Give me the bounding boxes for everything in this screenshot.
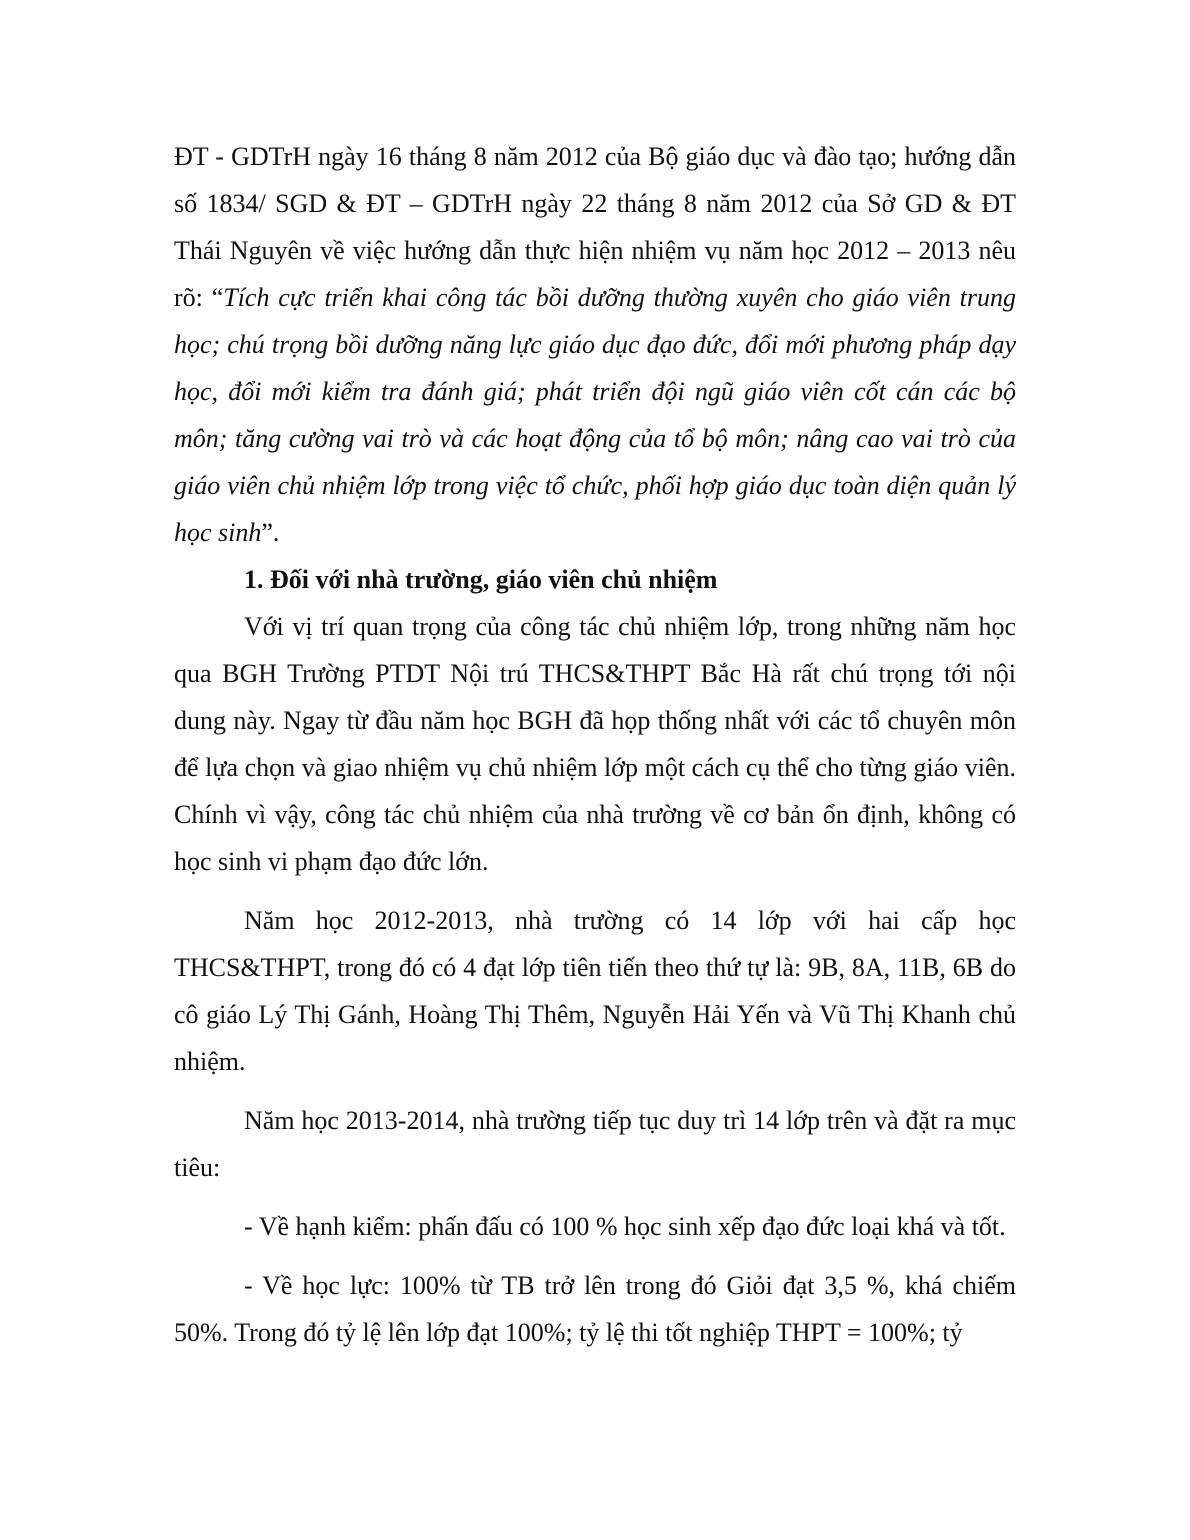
paragraph-academic-goal: - Về học lực: 100% từ TB trở lên trong đó Giỏi đạt 3,5 %, khá chiếm 50%. Trong đó tỷ lệ lên lớp đạt 100%; tỷ lệ thi tốt nghiệp THPT = 100%; tỷ (174, 1271, 1016, 1347)
document-page (174, 133, 1016, 1356)
paragraph-school-role: Với vị trí quan trọng của công tác chủ nhiệm lớp, trong những năm học qua BGH Trường PTDT Nội trú THCS&THPT Bắc Hà rất chú trọng tới nội dung này. Ngay từ đầu năm học BGH đã họp thống nhất với các tổ chuyên môn để lựa chọn và giao nhiệm vụ chủ nhiệm lớp một cách cụ thể cho từng giáo viên. Chính vì vậy, công tác chủ nhiệm của nhà trường về cơ bản ổn định, không có học sinh vi phạm đạo đức lớn. (174, 612, 1016, 876)
paragraph-regulation-tail: ”. (261, 518, 280, 547)
paragraph-year-2012: Năm học 2012-2013, nhà trường có 14 lớp với hai cấp học THCS&THPT, trong đó có 4 đạt lớp tiên tiến theo thứ tự là: 9B, 8A, 11B, 6B do cô giáo Lý Thị Gánh, Hoàng Thị Thêm, Nguyễn Hải Yến và Vũ Thị Khanh chủ nhiệm. (174, 906, 1016, 1076)
paragraph-conduct-goal: - Về hạnh kiểm: phấn đấu có 100 % học sinh xếp đạo đức loại khá và tốt. (244, 1212, 1006, 1241)
paragraph-regulation-quote: Tích cực triển khai công tác bồi dưỡng thường xuyên cho giáo viên trung học; chú trọng bồi dưỡng năng lực giáo dục đạo đức, đổi mới phương pháp dạy học, đổi mới kiểm tra đánh giá; phát triển đội ngũ giáo viên cốt cán các bộ môn; tăng cường vai trò và các hoạt động của tổ bộ môn; nâng cao vai trò của giáo viên chủ nhiệm lớp trong việc tổ chức, phối hợp giáo dục toàn diện quản lý học sinh (174, 283, 1017, 547)
paragraph-year-2013: Năm học 2013-2014, nhà trường tiếp tục duy trì 14 lớp trên và đặt ra mục tiêu: (174, 1106, 1016, 1182)
section-heading: 1. Đối với nhà trường, giáo viên chủ nhiệm (244, 565, 718, 594)
paragraph-regulation-lead: ĐT - GDTrH ngày 16 tháng 8 năm 2012 của Bộ giáo dục và đào tạo; hướng dẫn số 1834/ SGD & ĐT – GDTrH ngày 22 tháng 8 năm 2012 của Sở GD & ĐT Thái Nguyên về việc hướng dẫn thực hiện nhiệm vụ năm học 2012 – 2013 nêu rõ: “ (174, 142, 1016, 312)
paragraph-regulation (174, 133, 1016, 556)
